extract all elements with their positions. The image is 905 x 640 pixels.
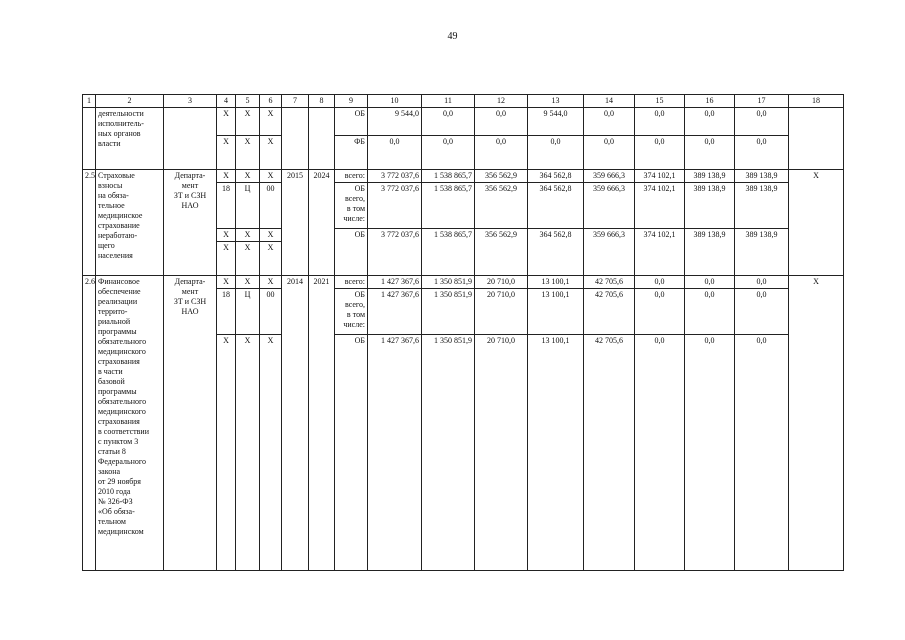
cell-v13: 364 562,8 — [528, 183, 584, 229]
cell-c5: Х — [236, 276, 260, 289]
cell-v16: 0,0 — [685, 136, 735, 170]
cell-v10: 3 772 037,6 — [368, 170, 422, 183]
cell-c5: Х — [236, 136, 260, 170]
cell-v16: 0,0 — [685, 108, 735, 136]
col-header: 14 — [584, 95, 635, 108]
cell-v10: 9 544,0 — [368, 108, 422, 136]
cell-c18: Х — [789, 276, 844, 571]
cell-v13: 364 562,8 — [528, 170, 584, 183]
cell-year-end — [309, 108, 335, 170]
cell-year-end: 2021 — [309, 276, 335, 571]
cell-v13: 364 562,8 — [528, 229, 584, 276]
cell-v17: 0,0 — [735, 335, 789, 571]
col-header: 8 — [309, 95, 335, 108]
cell-v16: 389 138,9 — [685, 183, 735, 229]
table-row — [83, 170, 844, 183]
cell-v12: 356 562,9 — [475, 170, 528, 183]
cell-c5: Ц — [236, 289, 260, 335]
cell-c6: 00 — [260, 183, 282, 229]
col-header: 7 — [282, 95, 309, 108]
cell-v17: 0,0 — [735, 276, 789, 289]
cell-v14: 42 705,6 — [584, 289, 635, 335]
cell-v11: 1 538 865,7 — [422, 170, 475, 183]
cell-v15: 0,0 — [635, 289, 685, 335]
cell-c5: Х — [236, 335, 260, 571]
cell-c4: Х — [217, 170, 236, 183]
cell-v16: 389 138,9 — [685, 170, 735, 183]
cell-c6: Х — [260, 335, 282, 571]
cell-c4: Х — [217, 136, 236, 170]
cell-c6: 00 — [260, 289, 282, 335]
cell-c18 — [789, 108, 844, 170]
cell-source: ФБ — [335, 136, 368, 170]
cell-name: Страховые взносы на обяза- тельное медицинское страхование неработаю- щего населения — [96, 170, 164, 276]
cell-v14: 42 705,6 — [584, 335, 635, 571]
cell-source: ОБ всего, в том числе: — [335, 289, 368, 335]
cell-source: всего: — [335, 170, 368, 183]
col-header: 6 — [260, 95, 282, 108]
cell-v13: 9 544,0 — [528, 108, 584, 136]
col-header: 15 — [635, 95, 685, 108]
cell-exec: Департа- мент ЗТ и СЗН НАО — [164, 276, 217, 571]
cell-c5: Х — [236, 229, 260, 242]
col-header: 2 — [96, 95, 164, 108]
col-header: 17 — [735, 95, 789, 108]
cell-exec: Департа- мент ЗТ и СЗН НАО — [164, 170, 217, 276]
col-header: 18 — [789, 95, 844, 108]
cell-v14: 0,0 — [584, 136, 635, 170]
cell-v11: 0,0 — [422, 108, 475, 136]
cell-c5: Х — [236, 242, 260, 276]
cell-v14: 42 705,6 — [584, 276, 635, 289]
col-header: 12 — [475, 95, 528, 108]
cell-c5: Х — [236, 108, 260, 136]
cell-v10: 1 427 367,6 — [368, 289, 422, 335]
cell-c5: Х — [236, 170, 260, 183]
cell-v16: 0,0 — [685, 289, 735, 335]
table-row — [83, 276, 844, 289]
cell-source: всего: — [335, 276, 368, 289]
cell-name: Финансовое обеспечение реализации террито- риальной программы обязательного медицинского страхования в части базовой программы обязательного медицинского страхования в соответствии с пунктом 3 статьи 8 Федерального закона от 29 ноября 2010 года № 326-ФЗ «Об обяза- тельном медицинском — [96, 276, 164, 571]
cell-c18: Х — [789, 170, 844, 276]
col-header: 9 — [335, 95, 368, 108]
cell-c4: Х — [217, 335, 236, 571]
cell-exec — [164, 108, 217, 170]
cell-v15: 374 102,1 — [635, 183, 685, 229]
cell-v12: 0,0 — [475, 108, 528, 136]
cell-v16: 0,0 — [685, 335, 735, 571]
cell-v12: 20 710,0 — [475, 276, 528, 289]
cell-v15: 0,0 — [635, 108, 685, 136]
cell-c4: 18 — [217, 289, 236, 335]
col-header: 13 — [528, 95, 584, 108]
cell-year-start — [282, 108, 309, 170]
cell-c4: Х — [217, 276, 236, 289]
cell-v13: 13 100,1 — [528, 276, 584, 289]
cell-v12: 356 562,9 — [475, 183, 528, 229]
cell-v17: 0,0 — [735, 289, 789, 335]
cell-v16: 389 138,9 — [685, 229, 735, 276]
header-row — [83, 95, 844, 108]
cell-v15: 374 102,1 — [635, 229, 685, 276]
cell-year-start: 2014 — [282, 276, 309, 571]
cell-c6: Х — [260, 170, 282, 183]
cell-v17: 389 138,9 — [735, 183, 789, 229]
col-header: 3 — [164, 95, 217, 108]
cell-v10: 0,0 — [368, 136, 422, 170]
cell-v12: 20 710,0 — [475, 335, 528, 571]
col-header: 1 — [83, 95, 96, 108]
cell-c6: Х — [260, 108, 282, 136]
cell-c6: Х — [260, 136, 282, 170]
cell-v11: 1 350 851,9 — [422, 276, 475, 289]
col-header: 16 — [685, 95, 735, 108]
cell-v16: 0,0 — [685, 276, 735, 289]
cell-c4: Х — [217, 242, 236, 276]
budget-table — [82, 94, 844, 571]
cell-source: ОБ всего, в том числе: — [335, 183, 368, 229]
cell-v14: 0,0 — [584, 108, 635, 136]
cell-v11: 0,0 — [422, 136, 475, 170]
table-row — [83, 108, 844, 136]
cell-year-start: 2015 — [282, 170, 309, 276]
cell-c6: Х — [260, 242, 282, 276]
cell-v12: 356 562,9 — [475, 229, 528, 276]
cell-c4: Х — [217, 229, 236, 242]
cell-v17: 389 138,9 — [735, 170, 789, 183]
cell-v13: 0,0 — [528, 136, 584, 170]
cell-v15: 0,0 — [635, 335, 685, 571]
cell-v11: 1 538 865,7 — [422, 183, 475, 229]
cell-v14: 359 666,3 — [584, 183, 635, 229]
cell-source: ОБ — [335, 335, 368, 571]
page-number: 49 — [447, 31, 458, 42]
cell-v13: 13 100,1 — [528, 289, 584, 335]
cell-name: деятельности исполнитель- ных органов власти — [96, 108, 164, 170]
cell-v15: 0,0 — [635, 136, 685, 170]
cell-source: ОБ — [335, 108, 368, 136]
cell-c4: 18 — [217, 183, 236, 229]
col-header: 11 — [422, 95, 475, 108]
cell-num: 2.5 — [83, 170, 96, 276]
col-header: 4 — [217, 95, 236, 108]
cell-v15: 0,0 — [635, 276, 685, 289]
col-header: 5 — [236, 95, 260, 108]
cell-c6: Х — [260, 276, 282, 289]
cell-v17: 0,0 — [735, 108, 789, 136]
cell-c4: Х — [217, 108, 236, 136]
cell-year-end: 2024 — [309, 170, 335, 276]
col-header: 10 — [368, 95, 422, 108]
cell-c6: Х — [260, 229, 282, 242]
cell-v10: 3 772 037,6 — [368, 229, 422, 276]
cell-v13: 13 100,1 — [528, 335, 584, 571]
cell-num: 2.6 — [83, 276, 96, 571]
cell-v11: 1 350 851,9 — [422, 289, 475, 335]
cell-v12: 0,0 — [475, 136, 528, 170]
cell-v11: 1 350 851,9 — [422, 335, 475, 571]
cell-v15: 374 102,1 — [635, 170, 685, 183]
cell-c5: Ц — [236, 183, 260, 229]
cell-v10: 1 427 367,6 — [368, 335, 422, 571]
cell-v12: 20 710,0 — [475, 289, 528, 335]
cell-v14: 359 666,3 — [584, 170, 635, 183]
cell-num — [83, 108, 96, 170]
cell-v10: 3 772 037,6 — [368, 183, 422, 229]
cell-v17: 389 138,9 — [735, 229, 789, 276]
cell-v10: 1 427 367,6 — [368, 276, 422, 289]
cell-v11: 1 538 865,7 — [422, 229, 475, 276]
cell-v14: 359 666,3 — [584, 229, 635, 276]
cell-source: ОБ — [335, 229, 368, 276]
cell-v17: 0,0 — [735, 136, 789, 170]
